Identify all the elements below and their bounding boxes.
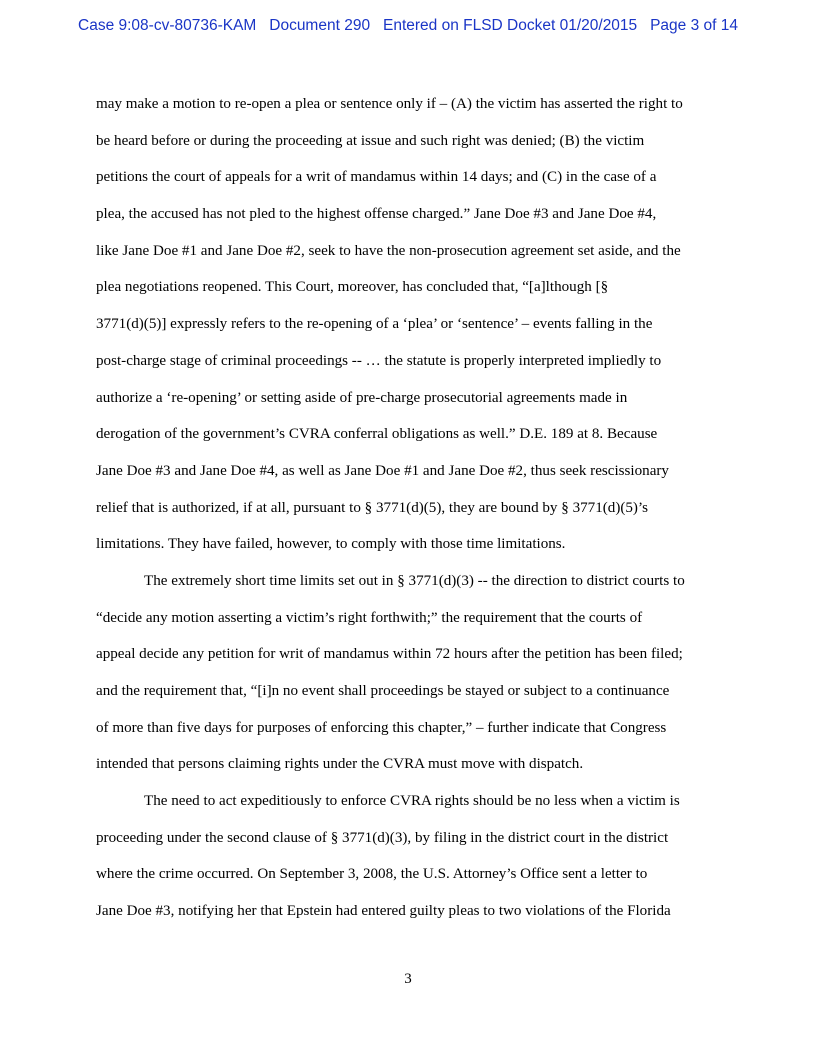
body-line: plea, the accused has not pled to the highest offense charged.” Jane Doe #3 and Jane Doe #4, [96, 206, 657, 223]
body-line: The need to act expeditiously to enforce CVRA rights should be no less when a victim is [144, 793, 680, 810]
body-line: where the crime occurred. On September 3, 2008, the U.S. Attorney’s Office sent a letter to [96, 866, 648, 883]
body-line: may make a motion to re-open a plea or sentence only if – (A) the victim has asserted the right to [96, 96, 683, 112]
page-number: 3 [404, 971, 412, 987]
body-line: of more than five days for purposes of enforcing this chapter,” – further indicate that Congress [96, 719, 667, 736]
body-line: Jane Doe #3 and Jane Doe #4, as well as Jane Doe #1 and Jane Doe #2, thus seek rescissionary [96, 462, 669, 479]
body-line: 3771(d)(5)] expressly refers to the re-opening of a ‘plea’ or ‘sentence’ – events falling in the [96, 316, 653, 333]
body-line: The extremely short time limits set out in § 3771(d)(3) -- the direction to district courts to [144, 572, 685, 589]
body-line: appeal decide any petition for writ of mandamus within 72 hours after the petition has been filed; [96, 646, 683, 663]
body-line: plea negotiations reopened. This Court, moreover, has concluded that, “[a]lthough [§ [96, 279, 609, 296]
document-body [96, 93, 736, 937]
body-line: relief that is authorized, if at all, pursuant to § 3771(d)(5), they are bound by § 3771(d)(5)’s [96, 499, 649, 516]
body-line: intended that persons claiming rights under the CVRA must move with dispatch. [96, 756, 584, 773]
body-line: post-charge stage of criminal proceedings -- … the statute is properly interpreted impliedly to [96, 352, 662, 369]
body-line: derogation of the government’s CVRA conferral obligations as well.” D.E. 189 at 8. Because [96, 426, 658, 443]
docket-header: Case 9:08-cv-80736-KAM Document 290 Entered on FLSD Docket 01/20/2015 Page 3 of 14 [78, 17, 738, 34]
body-line: petitions the court of appeals for a writ of mandamus within 14 days; and (C) in the case of a [96, 169, 657, 186]
body-line: authorize a ‘re-opening’ or setting aside of pre-charge prosecutorial agreements made in [96, 389, 628, 406]
body-line: Jane Doe #3, notifying her that Epstein had entered guilty pleas to two violations of the Florida [96, 903, 671, 920]
body-line: and the requirement that, “[i]n no event shall proceedings be stayed or subject to a continuance [96, 683, 670, 699]
body-line: be heard before or during the proceeding at issue and such right was denied; (B) the victim [96, 132, 645, 149]
body-line: like Jane Doe #1 and Jane Doe #2, seek to have the non-prosecution agreement set aside, and the [96, 242, 681, 259]
body-line: limitations. They have failed, however, to comply with those time limitations. [96, 536, 566, 553]
body-line: “decide any motion asserting a victim’s right forthwith;” the requirement that the courts of [96, 609, 643, 626]
body-line: proceeding under the second clause of § 3771(d)(3), by filing in the district court in the district [96, 829, 669, 846]
